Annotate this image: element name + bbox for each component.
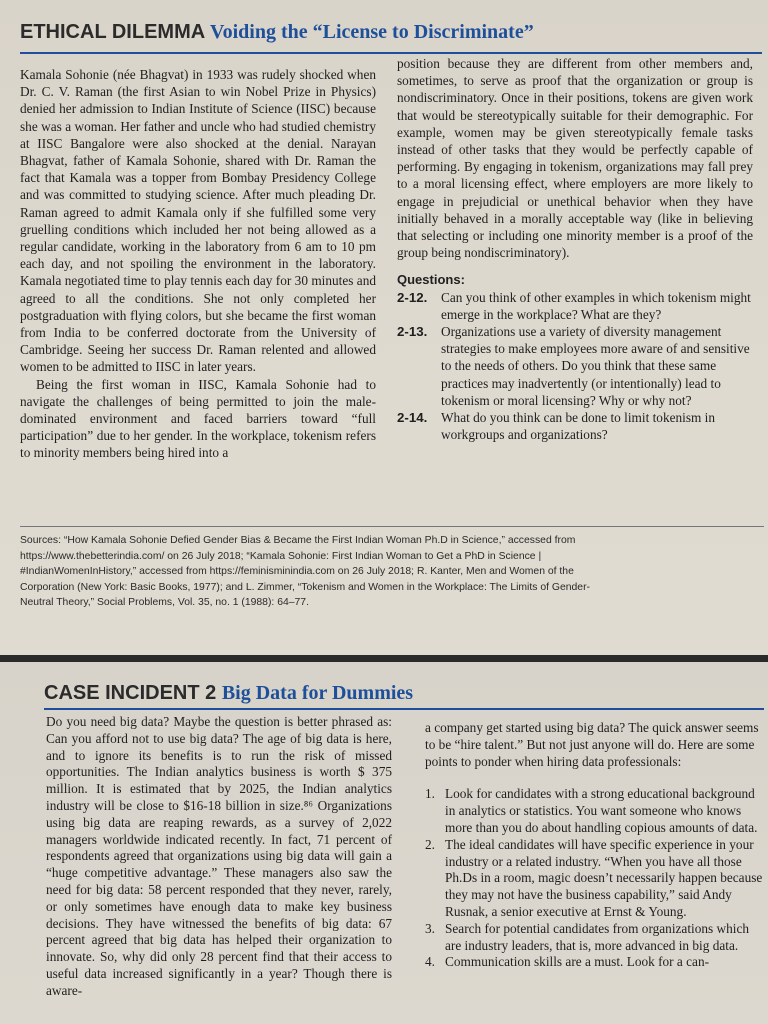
list-item <box>425 837 768 921</box>
ethical-dilemma-heading <box>20 21 760 44</box>
list-text: Look for candidates with a strong educational background in analytics or statistics. You want someone who knows more than you do about handling copious amounts of data. <box>445 786 758 835</box>
list-number: 2. <box>425 836 435 852</box>
sources-divider <box>20 526 764 527</box>
list-text: Search for potential candidates from organizations which are industry leaders, that is, more advanced in big data. <box>445 920 750 953</box>
dilemma-paragraph-3: position because they are different from other members and, sometimes, to serve as proof that the organization or group is nondiscriminatory. Once in their positions, tokens are given work that would be stereotypically suitable for their demographic. For example, women may be given stereotypically female tasks instead of other tasks that they would be perfectly capable of performing. By engaging in tokenism, organizations may fall prey to a moral licensing effect, where employers are more likely to engage in prejudicial or unethical behavior when they have initially behaved in a morally acceptable way (like in believing that selecting or including one minority member is a proof of the group being nondiscriminatory). <box>397 56 753 261</box>
section-label: ETHICAL DILEMMA <box>20 21 205 43</box>
question-item <box>397 289 753 323</box>
heading-rule <box>20 52 762 54</box>
list-number: 4. <box>425 954 435 970</box>
dilemma-right-column <box>397 55 753 443</box>
questions-heading: Questions: <box>397 272 465 288</box>
dilemma-left-column <box>20 66 376 462</box>
question-text: Organizations use a variety of diversity management strategies to make employees more aware of and sensitive to the needs of others. Do you think that these same practices may inadvertently (or intentionally) lead to tokenism or moral licensing? Why or why not? <box>441 324 750 408</box>
list-item <box>425 786 768 836</box>
list-text: The ideal candidates will have specific experience in your industry or a related industry. “When you have all those Ph.Ds in a room, magic doesn’t necessarily happen because they may not have the business capability,” said Andy Rusnak, a senior executive at Ernst & Young. <box>445 836 763 919</box>
case-heading-rule <box>44 708 764 710</box>
question-item <box>397 323 753 409</box>
question-number: 2-12. <box>397 289 428 305</box>
case-title: Big Data for Dummies <box>221 682 414 704</box>
list-text: Communication skills are a must. Look for a can- <box>445 954 710 970</box>
dilemma-paragraph-2: Being the first woman in IISC, Kamala Sohonie had to navigate the challenges of being permitted to join the male-dominated environment and faced barriers toward “full participation” due to her gender. In the workplace, tokenism refers to minority members being hired into a <box>20 376 376 461</box>
page-seam <box>0 655 768 662</box>
section-title: Voiding the “License to Discriminate” <box>210 21 534 43</box>
list-item <box>425 921 768 955</box>
list-number: 1. <box>425 786 435 802</box>
sources-note: Sources: “How Kamala Sohonie Defied Gender Bias & Became the First Indian Woman Ph.D in Science,” accessed from https://www.thebetterindia.com/ on 26 July 2018; “Kamala Sohonie: First Indian Woman to Get a PhD in Science | #IndianWomenInHistory,” accessed from https://feminisminindia.com on 26 July 2018; R. Kanter, Men and Women of the Corporation (New York: Basic Books, 1977); and L. Zimmer, “Tokenism and Women in the Workplace: The Limits of Gender-Neutral Theory,” Social Problems, Vol. 35, no. 1 (1988): 64–77. <box>20 535 591 608</box>
dilemma-paragraph-1: Kamala Sohonie (née Bhagvat) in 1933 was rudely shocked when Dr. C. V. Raman (the first Asian to win Nobel Prize in Physics) denied her admission to Indian Institute of Science (IISC) because she was a woman. Her father and uncle who had studied chemistry at IISC Bangalore were also shocked at the denial. Narayan Bhagvat, father of Kamala Sohonie, shared with Dr. Raman the fact that Kamala was a topper from Bombay Presidency College and was committed to studying science. After much pleading Dr. Raman agreed to admit Kamala only if she fulfilled some very gruelling conditions which included her not being allowed as a regular candidate, working in the laboratory from 6 am to 10 pm each day, and not spoiling the environment in the laboratory. Kamala negotiated time to play tennis each day for 30 minutes and agreed to all the conditions. She not only completed her postgraduation with flying colors, but she became the first woman from India to be conferred doctorate from the University of Cambridge. Seeing her success Dr. Raman relented and allowed women to be admitted to IISC in later years. <box>20 67 376 375</box>
case-left-column <box>46 714 392 1000</box>
question-number: 2-14. <box>397 410 428 426</box>
question-number: 2-13. <box>397 324 428 340</box>
list-item <box>425 954 768 971</box>
case-incident-heading <box>44 682 754 705</box>
question-item <box>397 409 753 443</box>
question-text: What do you think can be done to limit tokenism in workgroups and organizations? <box>441 410 716 443</box>
case-right-column <box>425 720 768 971</box>
case-paragraph-2: a company get started using big data? The quick answer seems to be “hire talent.” But not just anyone will do. Here are some points to ponder when hiring data professionals: <box>425 720 759 769</box>
case-label: CASE INCIDENT 2 <box>44 682 217 704</box>
list-number: 3. <box>425 920 435 936</box>
case-paragraph-1: Do you need big data? Maybe the question is better phrased as: Can you afford not to use big data? The age of big data is here, and to ignore its benefits is to run the risk of missed opportunities. The Indian analytics business is worth $ 375 million. It is estimated that by 2025, the Indian analytics industry will be close to $16-18 billion in size.⁸⁶ Organizations using big data are reaping rewards, as a survey of 2,022 managers worldwide indicated recently. In fact, 71 percent of respondents agreed that organizations using big data will gain a “huge competitive advantage.” These managers also saw the need for big data: 58 percent responded that they never, rarely, or only sometimes have enough data to make key business decisions. They have witnessed the benefits of big data: 67 percent agreed that big data has helped their organization to innovate. So, why did only 28 percent find that their access to useful data increased significantly in a year? Though there is aware- <box>46 714 392 998</box>
book-page-bottom <box>0 662 768 1024</box>
hiring-tips-list <box>425 786 768 971</box>
question-text: Can you think of other examples in which tokenism might emerge in the workplace? What are they? <box>441 289 751 322</box>
